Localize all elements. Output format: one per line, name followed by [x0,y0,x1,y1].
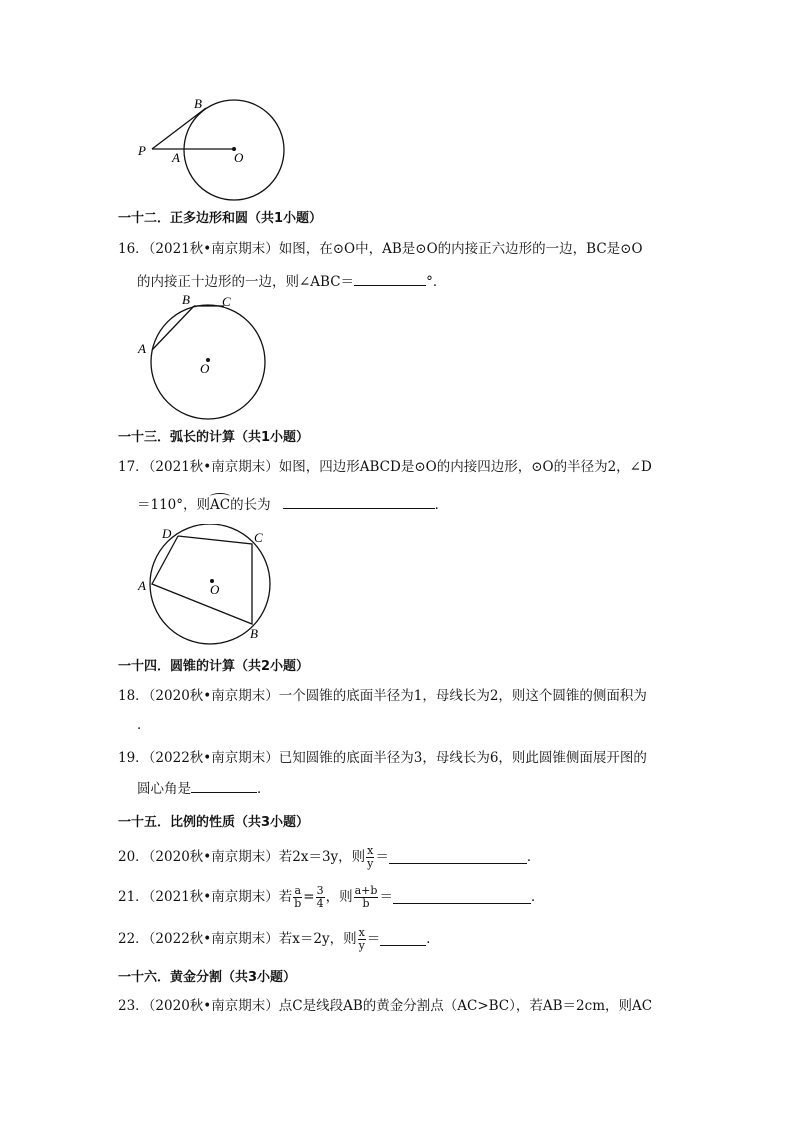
label-B: B [182,292,190,307]
q17-answer-blank [283,495,435,509]
label-A: A [138,578,146,593]
q20-den: y [367,856,374,870]
figure-inscribed-polygon [132,290,272,420]
q18-line2: ． [137,717,151,733]
figure-cyclic-quadrilateral [132,524,282,646]
q21-period: ． [530,889,545,905]
q20-num: x [367,843,374,857]
q20-line [118,840,540,874]
q22-text: 22．（2022秋•南京期末）若x＝2y，则 [118,931,357,947]
q18-line1: 18．（2020秋•南京期末）一个圆锥的底面半径为1，母线长为2，则这个圆锥的侧面积为 [118,688,647,704]
section-heading-14: 一十四．圆锥的计算（共2小题） [118,659,310,674]
q22-fraction: $\frac{x}{y}$ [358,925,365,952]
q20-eq: ＝ [375,849,389,865]
section-heading-12: 一十二．正多边形和圆（共1小题） [118,211,323,226]
label-C: C [222,294,231,309]
q16-text: 的内接正十边形的一边，则∠ABC＝ [137,274,355,290]
q19-period: ． [257,781,271,797]
label-A: A [172,150,180,165]
q22-answer-blank [380,932,426,946]
q17-period: ． [434,497,449,513]
q21-eq1: = [303,889,315,905]
label-B: B [194,96,202,111]
q22-line [118,922,440,956]
q17-line2 [137,495,448,514]
q21-fraction-apb: $\frac{a+b}{b}$ [354,883,378,910]
label-O: O [210,582,220,597]
q17-text-b: 的长为 [230,497,271,513]
q21-text: 21．（2021秋•南京期末）若 [118,889,293,905]
q16-line2 [137,272,446,291]
label-B: B [250,626,258,641]
q19-text: 圆心角是 [137,781,191,797]
q17-text: ＝110°，则 [137,497,211,513]
section-heading-15: 一十五．比例的性质（共3小题） [118,815,310,830]
q20-text: 20．（2020秋•南京期末）若2x＝3y，则 [118,849,366,865]
label-O: O [234,150,244,165]
q20-period: ． [526,849,541,865]
q16-answer-blank [354,272,426,286]
label-O: O [200,361,210,376]
label-P: P [138,143,146,158]
q21-fraction-34: $\frac{3}{4}$ [316,883,324,910]
figure-tangent-circle [130,92,290,204]
q19-line2 [137,779,271,798]
q17-line1: 17．（2021秋•南京期末）如图，四边形ABCD是⊙O的内接四边形，⊙O的半径为2，∠D [118,459,652,475]
label-A: A [138,341,146,356]
label-C: C [254,530,263,545]
q20-answer-blank [389,850,527,864]
q23-line1: 23．（2020秋•南京期末）点C是线段AB的黄金分割点（AC>BC），若AB＝2cm，则AC [118,998,653,1014]
q21-answer-blank [393,890,531,904]
q19-line1: 19．（2022秋•南京期末）已知圆锥的底面半径为3，母线长为6，则此圆锥侧面展开图的 [118,750,647,766]
section-heading-13: 一十三．弧长的计算（共1小题） [118,430,310,445]
label-D: D [162,526,172,541]
q22-eq: ＝ [366,931,381,947]
q19-answer-blank [191,779,257,793]
q17-arc-symbol: AC [210,497,231,513]
q21-fraction-ab: $\frac{a}{b}$ [294,883,302,910]
q22-period: ． [426,931,440,947]
section-heading-16: 一十六．黄金分割（共3小题） [118,970,297,985]
q21-then: ，则 [325,889,353,905]
q21-eq2: ＝ [379,889,393,905]
q21-line [118,880,544,914]
q16-degree: °． [426,274,447,290]
q16-line1: 16．（2021秋•南京期末）如图，在⊙O中，AB是⊙O的内接正六边形的一边，BC是⊙O [118,241,643,257]
q20-fraction [366,845,374,870]
